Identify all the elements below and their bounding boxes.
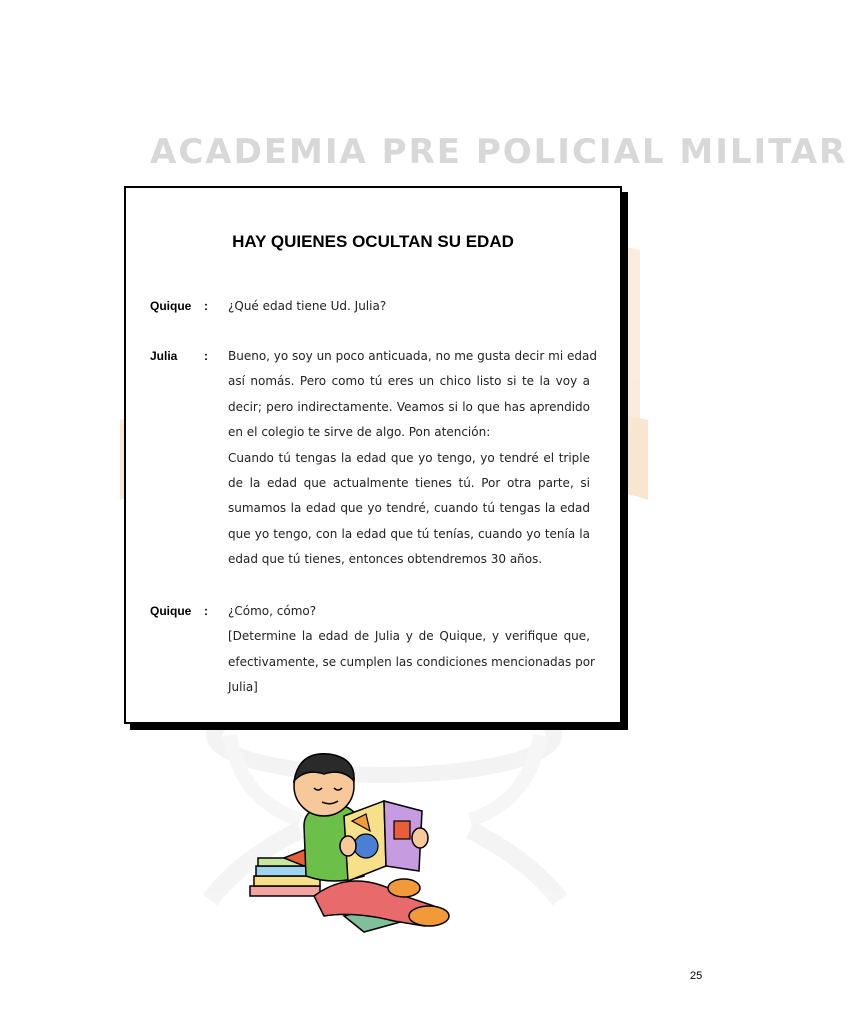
dialogue-line: edad que tú tienes, entonces obtendremos 30 años. — [228, 552, 543, 567]
dialogue-line: Cuando tú tengas la edad que yo tengo, yo tendré el triple — [228, 450, 590, 465]
dialogue-text — [228, 299, 590, 324]
dialogue-line: efectivamente, se cumplen las condiciones mencionadas por — [228, 654, 595, 669]
dialogue-line: Bueno, yo soy un poco anticuada, no me gusta decir mi edad — [228, 349, 597, 363]
dialogue-line: sumamos la edad que yo tendré, cuando tú tengas la edad — [228, 501, 590, 516]
speaker-colon: : — [204, 349, 208, 363]
dialogue-card — [124, 186, 622, 724]
speaker-name: Julia — [150, 349, 178, 363]
speaker-colon: : — [204, 299, 208, 313]
page-number: 25 — [690, 970, 703, 982]
dialogue-line: que yo tengo, con la edad que tú tenías, cuando yo tenía la — [228, 526, 590, 541]
dialogue-text — [228, 349, 597, 578]
dialogue-line: así nomás. Pero como tú eres un chico listo si te la voy a — [228, 374, 590, 389]
speaker-colon: : — [204, 604, 208, 618]
dialogue-line: Julia] — [228, 680, 258, 695]
dialogue-line: de la edad que actualmente tienes tú. Por otra parte, si — [228, 475, 590, 490]
watermark-heading: ACADEMIA PRE POLICIAL MILITAR — [150, 132, 847, 172]
dialogue-line: ¿Cómo, cómo? — [228, 604, 317, 618]
boy-reading-book-icon — [244, 746, 464, 936]
dialogue-line: decir; pero indirectamente. Veamos si lo que has aprendido — [228, 399, 590, 414]
card-title: HAY QUIENES OCULTAN SU EDAD — [232, 232, 514, 251]
dialogue-text — [228, 604, 595, 706]
dialogue-line: en el colegio te sirve de algo. Pon atención: — [228, 425, 491, 440]
speaker-name: Quique — [150, 299, 192, 313]
dialogue-line: [Determine la edad de Julia y de Quique, y verifique que, — [228, 629, 590, 644]
speaker-name: Quique — [150, 604, 192, 618]
dialogue-line: ¿Qué edad tiene Ud. Julia? — [228, 299, 387, 313]
